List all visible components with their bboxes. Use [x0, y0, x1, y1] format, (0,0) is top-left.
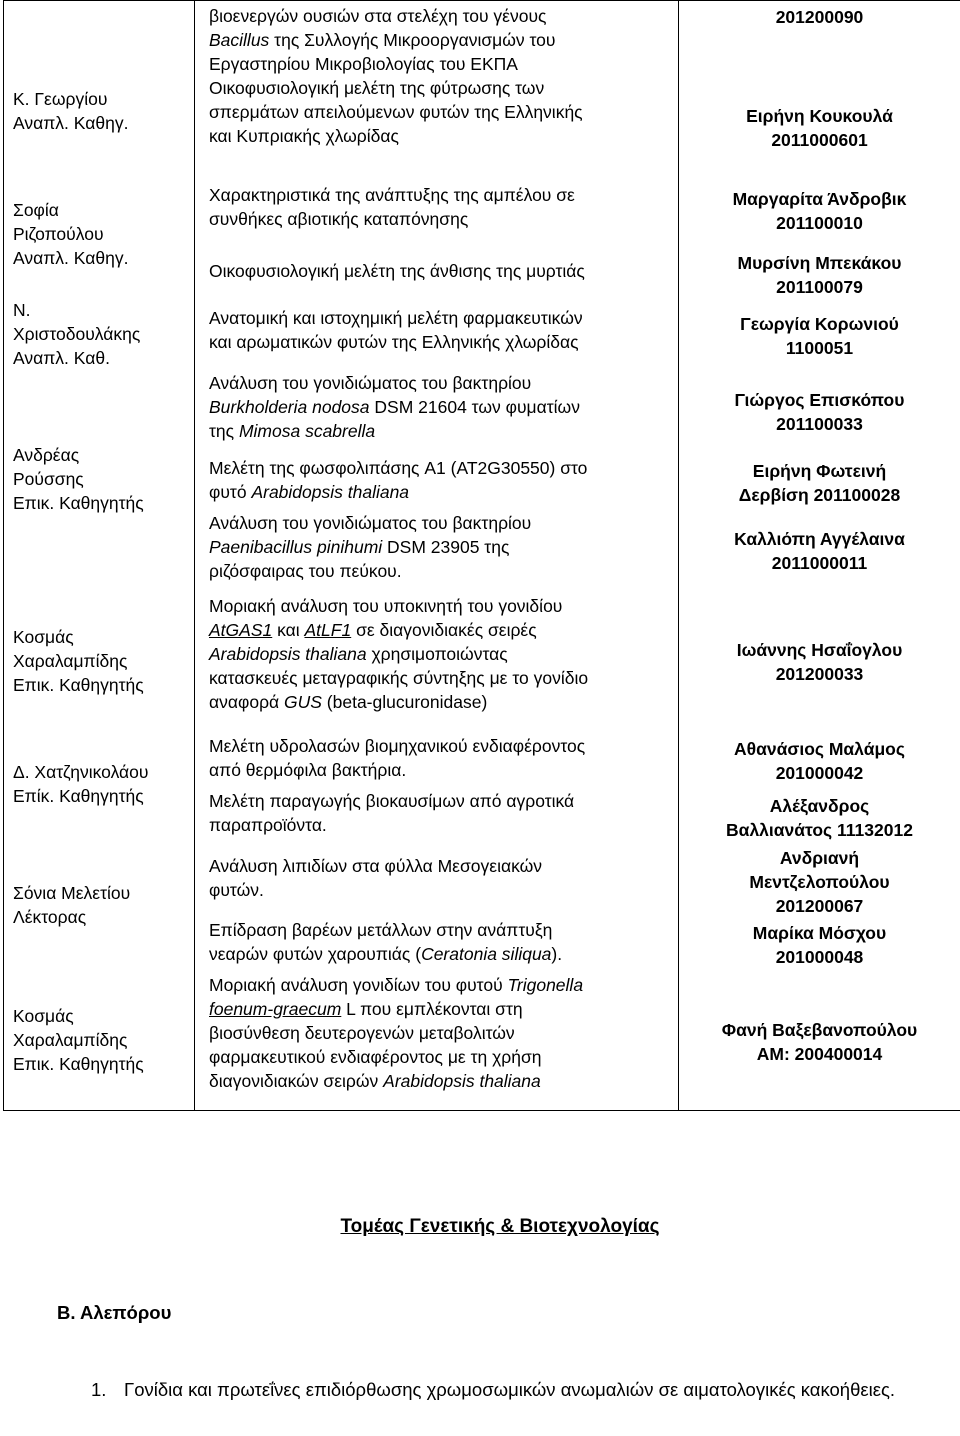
student-cell	[679, 921, 960, 969]
topic-text: φυτό	[209, 482, 252, 502]
topic-text: Ανάλυση λιπιδίων στα φύλλα Μεσογειακών	[209, 856, 543, 876]
student-cell	[679, 737, 960, 785]
topic-text: Οικοφυσιολογική μελέτη της φύτρωσης των	[209, 78, 545, 98]
topic-text: Επίδραση βαρέων μετάλλων στην ανάπτυξη	[209, 920, 553, 940]
topic-italic-text: Mimosa scabrella	[238, 421, 376, 441]
topic-italic-text: Arabidopsis thaliana	[209, 644, 367, 664]
supervisor-cell-line: Χριστοδουλάκης	[13, 324, 141, 344]
topic-text: και Κυπριακής χλωρίδας	[209, 126, 399, 146]
supervisor-column	[4, 1, 195, 1111]
student-cell-line: Ιωάννης Ησαΐογλου	[736, 640, 903, 660]
topic-text: DSM 21604 των φυματίων	[369, 397, 580, 417]
student-cell	[679, 104, 960, 152]
student-cell	[679, 846, 960, 918]
topic-text: σε διαγονιδιακές σειρές	[351, 620, 537, 640]
supervisor-cell	[4, 1004, 194, 1076]
supervisor-cell-line: Αναπλ. Καθηγ.	[13, 248, 129, 268]
topic-text: φαρμακευτικού ενδιαφέροντος με τη χρήση	[209, 1047, 542, 1067]
supervisor-cell	[4, 443, 194, 515]
student-cell-line: Γιώργος Επισκόπου	[734, 390, 905, 410]
student-cell-line: Δερβίση 201100028	[738, 485, 901, 505]
student-cell-line: Μεντζελοπούλου	[749, 872, 890, 892]
student-cell-line: Ειρήνη Κουκουλά	[746, 106, 893, 126]
topic-text: Μελέτη υδρολασών βιομηχανικού ενδιαφέροντος	[209, 736, 586, 756]
student-cell	[679, 527, 960, 575]
supervisor-cell-line: Λέκτορας	[13, 907, 87, 927]
student-cell	[679, 187, 960, 235]
student-cell	[679, 638, 960, 686]
topic-text: από θερμόφιλα βακτήρια.	[209, 760, 407, 780]
student-cell-line: 201200067	[775, 896, 864, 916]
topic-text: παραπροϊόντα.	[209, 815, 327, 835]
student-column	[679, 1, 960, 1111]
topic-text: Μοριακή ανάλυση γονιδίων του φυτού	[209, 975, 508, 995]
topic-text: L που εμπλέκονται στη	[341, 999, 523, 1019]
topic-text: Μοριακή ανάλυση του υποκινητή του γονιδίου	[209, 596, 563, 616]
student-cell-line: Αλέξανδρος	[769, 796, 870, 816]
student-cell-line: Καλλιόπη Αγγέλαινα	[734, 529, 905, 549]
student-cell	[679, 312, 960, 360]
topic-text: (beta-glucuronidase)	[321, 692, 488, 712]
topic-italic-text: AtGAS1	[209, 620, 273, 640]
topic-italic-text: Arabidopsis thaliana	[383, 1071, 541, 1091]
topic-cell	[195, 183, 678, 231]
student-cell-line: 201000048	[775, 947, 864, 967]
supervisor-cell	[4, 87, 194, 135]
supervisor-cell-line: Σόνια Μελετίου	[13, 883, 131, 903]
list-item-text: Γονίδια και πρωτεΐνες επιδιόρθωσης χρωμοσωμικών ανωμαλιών σε αιματολογικές κακοήθειες.	[124, 1379, 896, 1400]
student-cell-line: 201200033	[775, 664, 864, 684]
section-heading: Τομέας Γενετικής & Βιοτεχνολογίας	[340, 1216, 660, 1237]
list-item-number: 1.	[91, 1379, 107, 1400]
student-column-content	[679, 1, 960, 1110]
topic-text: Εργαστηρίου Μικροβιολογίας του ΕΚΠΑ	[209, 54, 518, 74]
topic-text: νεαρών φυτών χαρουπιάς (	[209, 944, 422, 964]
supervisor-cell-line: Κοσμάς	[13, 627, 74, 647]
student-cell-line: Αθανάσιος Μαλάμος	[734, 739, 905, 759]
table-row	[4, 1, 960, 1111]
topic-text: Μελέτη παραγωγής βιοκαυσίμων από αγροτικά	[209, 791, 575, 811]
supervisor-cell-line: Χαραλαμπίδης	[13, 651, 128, 671]
topic-text: βιοενεργών ουσιών στα στελέχη του γένους	[209, 6, 547, 26]
student-cell	[679, 388, 960, 436]
supervisor-cell-line: Επίκ. Καθηγητής	[13, 786, 144, 806]
topic-text: σπερμάτων απειλούμενων φυτών της Ελληνικής	[209, 102, 583, 122]
supervisor-cell	[4, 198, 194, 270]
topic-text: Ανάλυση του γονιδιώματος του βακτηρίου	[209, 513, 532, 533]
topic-text: της	[209, 421, 239, 441]
supervisor-column-content	[4, 1, 194, 1110]
supervisor-cell-line: Αναπλ. Καθηγ.	[13, 113, 129, 133]
topic-cell	[195, 594, 678, 714]
topic-text: ριζόσφαιρας του πεύκου.	[209, 561, 402, 581]
supervisor-cell-line: Επικ. Καθηγητής	[13, 675, 144, 695]
topic-text: κατασκευές μεταγραφικής σύντηξης με το γονίδιο	[209, 668, 589, 688]
topic-cell	[195, 259, 678, 283]
student-cell-line: 201200090	[775, 7, 864, 27]
topic-italic-text: Paenibacillus pinihumi	[209, 537, 383, 557]
topic-column-content	[195, 1, 678, 1110]
student-cell-line: Μυρσίνη Μπεκάκου	[737, 253, 902, 273]
student-cell	[679, 251, 960, 299]
topic-text: Ανάλυση του γονιδιώματος του βακτηρίου	[209, 373, 532, 393]
topic-text: βιοσύνθεση δευτερογενών μεταβολιτών	[209, 1023, 515, 1043]
topic-text: χρησιμοποιώντας	[366, 644, 508, 664]
supervisor-cell-line: Σοφία	[13, 200, 59, 220]
topic-cell	[195, 4, 678, 148]
topic-cell	[195, 371, 678, 443]
topic-text: διαγονιδιακών σειρών	[209, 1071, 384, 1091]
topic-text: Μελέτη της φωσφολιπάσης A1 (AT2G30550) στο	[209, 458, 588, 478]
topic-cell	[195, 918, 678, 966]
supervisor-cell-line: Δ. Χατζηνικολάου	[13, 762, 149, 782]
supervisor-cell-line: Αναπλ. Καθ.	[13, 348, 110, 368]
topic-column	[195, 1, 679, 1111]
student-cell-line: 201100033	[776, 414, 863, 434]
topic-italic-text: Bacillus	[209, 30, 270, 50]
supervisor-cell	[4, 298, 194, 370]
thesis-topics-table	[3, 0, 960, 1111]
topic-text: της Συλλογής Μικροοργανισμών του	[269, 30, 556, 50]
topic-text: ).	[551, 944, 563, 964]
topic-cell	[195, 511, 678, 583]
topic-italic-text: Arabidopsis thaliana	[251, 482, 410, 502]
supervisor-cell-line: Επικ. Καθηγητής	[13, 493, 144, 513]
supervisor-cell-line: Κοσμάς	[13, 1006, 74, 1026]
supervisor-cell	[4, 760, 194, 808]
student-cell	[679, 794, 960, 842]
supervisor-cell-line: Ρούσσης	[13, 469, 84, 489]
topic-cell	[195, 456, 678, 504]
list-item	[91, 1375, 943, 1405]
topic-italic-text: AtLF1	[304, 620, 352, 640]
student-cell-line: Μαργαρίτα Άνδροβικ	[732, 189, 907, 209]
supervisor-cell-line: Ριζοπούλου	[13, 224, 104, 244]
topic-text: αναφορά	[209, 692, 284, 712]
student-cell-line: Φανή Βαξεβανοπούλου	[721, 1020, 918, 1040]
topic-text: DSM 23905 της	[382, 537, 510, 557]
topic-italic-text: Ceratonia siliqua	[421, 944, 552, 964]
student-cell-line: Ειρήνη Φωτεινή	[752, 461, 887, 481]
topic-text: Χαρακτηριστικά της ανάπτυξης της αμπέλου σε	[209, 185, 575, 205]
student-cell-line: 1100051	[785, 338, 854, 358]
professor-name: Β. Αλεπόρου	[57, 1302, 172, 1323]
topic-text: φυτών.	[209, 880, 264, 900]
supervisor-cell-line: Κ. Γεωργίου	[13, 89, 108, 109]
supervisor-cell-line: Επικ. Καθηγητής	[13, 1054, 144, 1074]
student-cell-line: 2011000011	[771, 553, 868, 573]
student-cell	[679, 459, 960, 507]
student-cell-line: Μαρίκα Μόσχου	[752, 923, 887, 943]
topic-cell	[195, 306, 678, 354]
supervisor-cell-line: Χαραλαμπίδης	[13, 1030, 128, 1050]
topic-text: Ανατομική και ιστοχημική μελέτη φαρμακευτικών	[209, 308, 583, 328]
supervisor-cell-line: Ν.	[13, 300, 31, 320]
student-cell-line: 201000042	[775, 763, 864, 783]
topic-cell	[195, 789, 678, 837]
topic-italic-text: Trigonella	[507, 975, 584, 995]
student-cell-line: 201100010	[776, 213, 863, 233]
topic-cell	[195, 734, 678, 782]
student-cell-line: Γεωργία Κορωνιού	[740, 314, 899, 334]
topic-cell	[195, 973, 678, 1093]
student-cell-line: Βαλλιανάτος 11132012	[726, 820, 913, 840]
student-cell	[679, 5, 960, 29]
topic-text: Οικοφυσιολογική μελέτη της άνθισης της μυρτιάς	[209, 261, 585, 281]
student-cell-line: 201100079	[776, 277, 863, 297]
student-cell-line: ΑΜ: 200400014	[756, 1044, 883, 1064]
supervisor-cell	[4, 625, 194, 697]
supervisor-cell	[4, 881, 194, 929]
topic-text: και αρωματικών φυτών της Ελληνικής χλωρίδας	[209, 332, 579, 352]
student-cell-line: 2011000601	[771, 130, 868, 150]
supervisor-cell-line: Ανδρέας	[13, 445, 80, 465]
topic-italic-text: foenum-graecum	[209, 999, 342, 1019]
topic-italic-text: GUS	[284, 692, 322, 712]
student-cell	[679, 1018, 960, 1066]
topic-cell	[195, 854, 678, 902]
topic-text: συνθήκες αβιοτικής καταπόνησης	[209, 209, 469, 229]
topic-text: και	[272, 620, 305, 640]
topic-italic-text: Burkholderia nodosa	[209, 397, 370, 417]
topic-list	[91, 1375, 943, 1405]
student-cell-line: Ανδριανή	[779, 848, 860, 868]
